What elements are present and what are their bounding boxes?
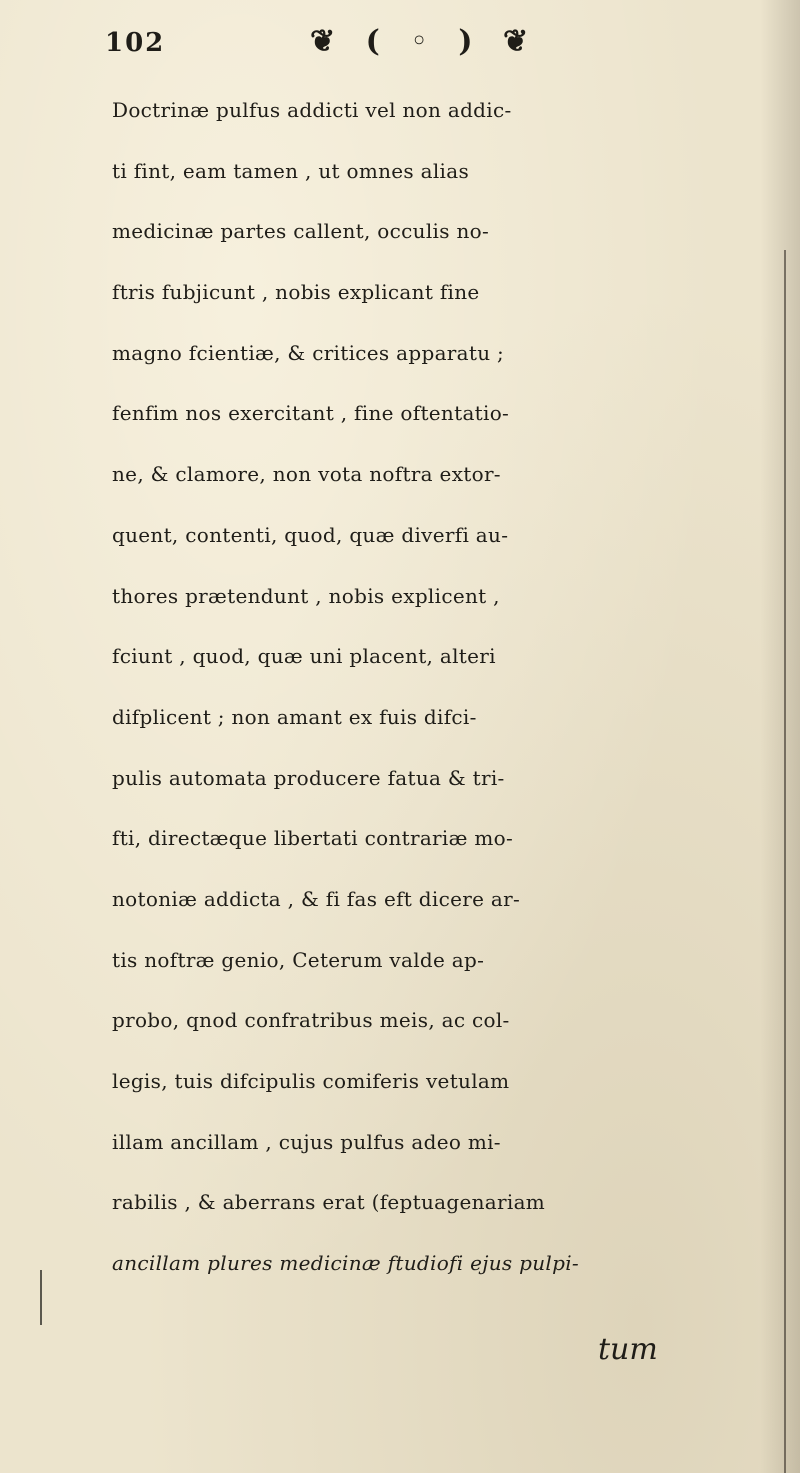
header-ornament: ❦ ( ◦ ) ❦ bbox=[310, 24, 539, 59]
text-line: ne, & clamore, non vota noftra extor- bbox=[112, 462, 501, 487]
text-line: difplicent ; non amant ex fuis difci- bbox=[112, 704, 477, 729]
text-line: fciunt , quod, quæ uni placent, alteri bbox=[112, 644, 496, 669]
page-number: 102 bbox=[105, 28, 166, 58]
text-line: pulis automata producere fatua & tri- bbox=[112, 765, 505, 790]
text-line: quent, contenti, quod, quæ diverfi au- bbox=[112, 522, 509, 547]
text-line: tis noftræ genio, Ceterum valde ap- bbox=[112, 947, 485, 972]
text-line: ancillam plures medicinæ ftudiofi ejus pulpi- bbox=[112, 1251, 579, 1276]
text-line: medicinæ partes callent, occulis no- bbox=[112, 219, 490, 244]
text-line: illam ancillam , cujus pulfus adeo mi- bbox=[112, 1129, 501, 1154]
catchword: tum bbox=[598, 1332, 658, 1367]
text-line: ftris fubjicunt , nobis explicant fine bbox=[112, 280, 480, 305]
text-line: legis, tuis difcipulis comiferis vetulam bbox=[112, 1069, 510, 1093]
page-header bbox=[105, 20, 785, 70]
text-line: rabilis , & aberrans erat (feptuagenariam bbox=[112, 1190, 546, 1215]
text-line: magno fcientiæ, & critices apparatu ; bbox=[112, 340, 505, 365]
text-line: fti, directæque libertati contrariæ mo- bbox=[112, 826, 514, 851]
text-line: ti fint, eam tamen , ut omnes alias bbox=[112, 158, 470, 183]
text-line: fenfim nos exercitant , fine oftentatio- bbox=[112, 401, 510, 426]
text-line: Doctrinæ pulfus addicti vel non addic- bbox=[112, 98, 512, 122]
text-line: probo, qnod confratribus meis, ac col- bbox=[112, 1008, 510, 1033]
margin-mark bbox=[40, 1270, 42, 1325]
text-line: notoniæ addicta , & fi fas eft dicere ar- bbox=[112, 886, 521, 911]
body-text bbox=[112, 80, 800, 1294]
text-line: thores prætendunt , nobis explicent , bbox=[112, 583, 500, 608]
